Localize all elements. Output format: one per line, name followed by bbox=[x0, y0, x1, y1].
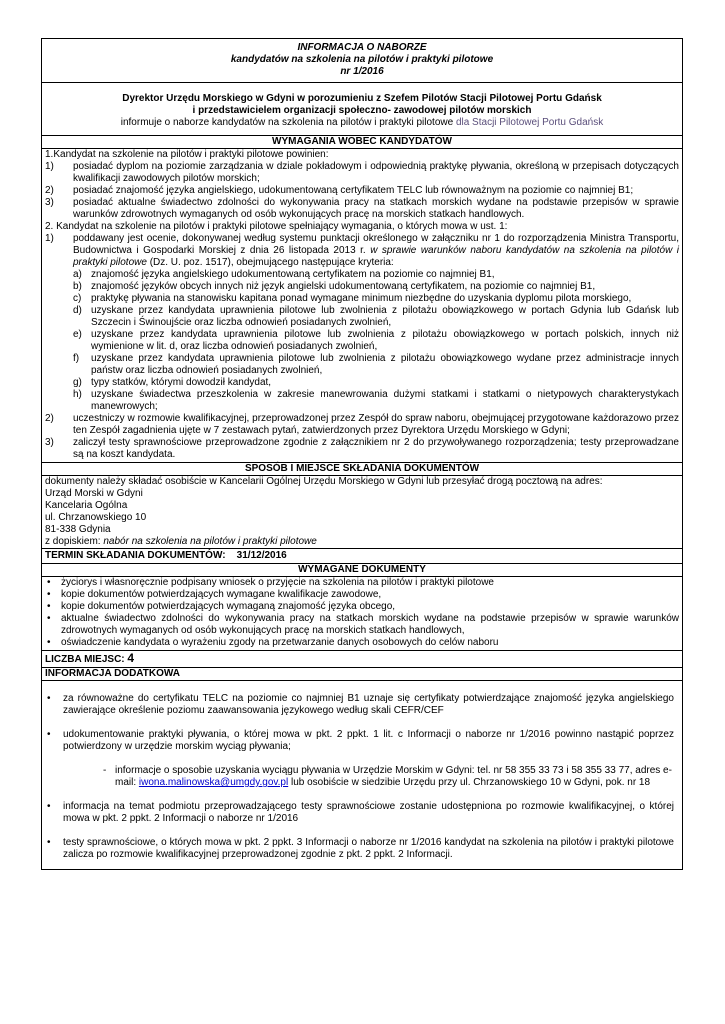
document-frame bbox=[41, 38, 683, 870]
item-text-part: poddawany jest ocenie, dokonywanej według systemu punktacji określonego w załączniku nr 1 do rozporządzenia Ministra Transportu, Budownictwa i Gospodarki Morskiej z dnia 26 listopada 2013 r. bbox=[73, 233, 679, 256]
document-header bbox=[42, 39, 682, 83]
bullet-icon: • bbox=[47, 577, 51, 588]
requirement-item bbox=[45, 185, 679, 197]
requirements-p1-intro: 1.Kandydat na szkolenie na pilotów i praktyki pilotowe powinien: bbox=[45, 149, 329, 160]
criterion-text: uzyskane świadectwa przeszkolenia w zakresie manewrowania dużymi statkami i statkami o nietypowych charakterystykach manewrowych; bbox=[91, 389, 679, 412]
item-number: 3) bbox=[45, 197, 54, 208]
documents-section bbox=[42, 577, 682, 651]
submission-instructions: dokumenty należy składać osobiście w Kancelarii Ogólnej Urzędu Morskiego w Gdyni lub przesyłać drogą pocztową na adres: bbox=[45, 476, 603, 487]
additional-section bbox=[42, 681, 682, 869]
address-line: ul. Chrzanowskiego 10 bbox=[45, 512, 147, 523]
header-title: INFORMACJA O NABORZE bbox=[297, 42, 427, 53]
deadline-label: TERMIN SKŁADANIA DOKUMENTÓW: bbox=[45, 550, 226, 561]
intro-line-1: Dyrektor Urzędu Morskiego w Gdyni w porozumieniu z Szefem Pilotów Stacji Pilotowej Portu Gdańsk bbox=[122, 93, 602, 104]
contact-text-part: informacje o sposobie uzyskania wyciągu pływania w Urzędzie Morskim w Gdyni: tel. nr 58 355 33 73 i 58 355 33 77, adres e-mail: bbox=[115, 765, 672, 788]
seats-label: LICZBA MIEJSC: bbox=[45, 654, 128, 665]
requirement-item bbox=[45, 197, 679, 221]
envelope-note-prefix: z dopiskiem: bbox=[45, 536, 104, 547]
item-text: zaliczył testy sprawnościowe przeprowadzone zgodnie z załącznikiem nr 2 do przywoływanego rozporządzenia; testy przeprowadzane są na koszt kandydata. bbox=[73, 437, 679, 460]
item-text: posiadać znajomość języka angielskiego, udokumentowaną certyfikatem TELC lub równoważnym na poziomie co najmniej B1; bbox=[73, 185, 634, 196]
seats-value: 4 bbox=[127, 651, 135, 665]
criterion-text: znajomość języka angielskiego udokumentowaną certyfikatem na poziomie co najmniej B1, bbox=[91, 269, 495, 280]
criterion-item bbox=[45, 305, 679, 329]
info-item bbox=[45, 693, 674, 717]
intro-line-2: i przedstawicielem organizacji społeczno- zawodowej pilotów morskich bbox=[192, 105, 532, 116]
bullet-icon: • bbox=[47, 637, 51, 648]
submission-section bbox=[42, 476, 682, 549]
intro-line-3 bbox=[46, 117, 678, 129]
document-text: kopie dokumentów potwierdzających wymaganą znajomość języka obcego, bbox=[61, 601, 396, 612]
requirements-section bbox=[42, 149, 682, 463]
submission-title: SPOSÓB I MIEJSCE SKŁADANIA DOKUMENTÓW bbox=[42, 463, 682, 476]
address-line: 81-338 Gdynia bbox=[45, 524, 111, 535]
bullet-icon: • bbox=[47, 801, 51, 812]
requirement-item bbox=[45, 233, 679, 269]
item-text: posiadać dyplom na poziomie zarządzania w dziale pokładowym i odpowiednią praktykę pływania, określoną w przepisach dotyczących kwalifikacji zawodowych pilotów morskich; bbox=[73, 161, 679, 184]
info-item bbox=[45, 729, 674, 753]
criterion-letter: h) bbox=[73, 389, 82, 400]
info-text: informacja na temat podmiotu przeprowadzającego testy sprawnościowe zostanie udostępniona po rozmowie kwalifikacyjnej, o której mowa w pkt. 2 ppkt. 2 Informacji o naborze nr 1/2016 bbox=[63, 801, 674, 824]
document-item bbox=[45, 589, 679, 601]
criterion-item bbox=[45, 353, 679, 377]
seats-section bbox=[42, 651, 682, 668]
address-line: Kancelaria Ogólna bbox=[45, 500, 128, 511]
item-number: 1) bbox=[45, 233, 54, 244]
header-subtitle: kandydatów na szkolenia na pilotów i praktyki pilotowe bbox=[230, 54, 494, 65]
criterion-item bbox=[45, 389, 679, 413]
document-text: oświadczenie kandydata o wyrażeniu zgody na przetwarzanie danych osobowych do celów naboru bbox=[61, 637, 499, 648]
criterion-item bbox=[45, 269, 679, 281]
criterion-text: uzyskane przez kandydata uprawnienia pilotowe lub zwolnienia z pilotażu obowiązkowego wydane przez administracje innych państw oraz liczba odnowień posiadanych zwolnień, bbox=[91, 353, 679, 376]
bullet-icon: • bbox=[47, 693, 51, 704]
item-text-part: (Dz. U. poz. 1517), obejmującego następujące kryteria: bbox=[146, 257, 394, 268]
regulation-title: w sprawie warunków naboru kandydatów na szkolenia na pilotów i praktyki pilotowe bbox=[73, 245, 680, 268]
criterion-letter: f) bbox=[73, 353, 80, 364]
item-text bbox=[73, 233, 679, 269]
requirements-title: WYMAGANIA WOBEC KANDYDATÓW bbox=[42, 136, 682, 149]
contact-email-link[interactable]: iwona.malinowska@umgdy.gov.pl bbox=[138, 777, 289, 788]
criterion-letter: a) bbox=[73, 269, 82, 280]
criterion-text: typy statków, którymi dowodził kandydat, bbox=[91, 377, 272, 388]
dash-icon: - bbox=[103, 765, 107, 776]
info-text: za równoważne do certyfikatu TELC na poziomie co najmniej B1 uznaje się certyfikaty potwierdzające znajomość języka angielskiego zawierające określenie poziomu zaawansowania językowego według skali CEFR/CEF bbox=[63, 693, 674, 716]
document-item bbox=[45, 637, 679, 649]
document-text: aktualne świadectwo zdolności do wykonywania pracy na statkach morskich wydane na podstawie przepisów w sprawie warunków zdrowotnych wymaganych od osób wykonujących pracę na morskich statkach handlowych, bbox=[61, 613, 679, 636]
criterion-letter: e) bbox=[73, 329, 82, 340]
info-item bbox=[45, 801, 674, 825]
item-number: 1) bbox=[45, 161, 54, 172]
requirements-p2-intro: 2. Kandydat na szkolenie na pilotów i praktyki pilotowe spełniający wymagania, o których mowa w ust. 1: bbox=[45, 221, 508, 232]
contact-text-part: lub osobiście w siedzibie Urzędu przy ul. Chrzanowskiego 10 w Gdyni, pok. nr 18 bbox=[288, 777, 651, 788]
criterion-item bbox=[45, 329, 679, 353]
contact-text bbox=[115, 765, 674, 789]
additional-title: INFORMACJA DODATKOWA bbox=[42, 668, 682, 681]
criterion-letter: c) bbox=[73, 293, 82, 304]
deadline-section bbox=[42, 549, 682, 564]
requirement-item bbox=[45, 413, 679, 437]
document-item bbox=[45, 601, 679, 613]
contact-info bbox=[45, 765, 674, 789]
criterion-item bbox=[45, 377, 679, 389]
info-text: udokumentowanie praktyki pływania, o której mowa w pkt. 2 ppkt. 1 lit. c Informacji o naborze nr 1/2016 powinno nastąpić poprzez potwierdzony w urzędzie morskim wyciąg pływania; bbox=[63, 729, 674, 752]
criterion-text: uzyskane przez kandydata uprawnienia pilotowe lub zwolnienia z pilotażu obowiązkowego w portach Gdynia lub Gdańsk lub Szczecin i Świnoujście oraz liczba odnowień posiadanych zwolnień, bbox=[91, 305, 679, 328]
envelope-note-text: nabór na szkolenia na pilotów i praktyki pilotowe bbox=[103, 536, 317, 547]
item-text: posiadać aktualne świadectwo zdolności do wykonywania pracy na statkach morskich wydane na podstawie przepisów w sprawie warunków zdrowotnych wymaganych od osób wykonujących pracę na morskich statkach handlowych. bbox=[73, 197, 679, 220]
deadline-date: 31/12/2016 bbox=[236, 550, 287, 561]
document-item bbox=[45, 577, 679, 589]
intro-line-3-main: informuje o naborze kandydatów na szkolenia na pilotów i praktyki pilotowe bbox=[120, 117, 456, 128]
requirement-item bbox=[45, 437, 679, 461]
criterion-letter: d) bbox=[73, 305, 82, 316]
item-number: 2) bbox=[45, 185, 54, 196]
info-item bbox=[45, 837, 674, 861]
criterion-item bbox=[45, 293, 679, 305]
bullet-icon: • bbox=[47, 729, 51, 740]
info-text: testy sprawnościowe, o których mowa w pkt. 2 ppkt. 3 Informacji o naborze nr 1/2016 kandydat na szkolenia na pilotów i praktyki pilotowe zalicza po rozmowie kwalifikacyjnej przeprowadzonej zgodnie z pkt. 2 ppkt. 2 Informacji. bbox=[63, 837, 674, 860]
document-text: życiorys i własnoręcznie podpisany wniosek o przyjęcie na szkolenia na pilotów i praktyki pilotowe bbox=[61, 577, 494, 588]
documents-title: WYMAGANE DOKUMENTY bbox=[42, 564, 682, 577]
bullet-icon: • bbox=[47, 837, 51, 848]
criterion-letter: g) bbox=[73, 377, 82, 388]
item-text: uczestniczy w rozmowie kwalifikacyjnej, przeprowadzonej przez Zespół do spraw naboru, obejmującej przygotowane każdorazowo przez ten Zespół zagadnienia ujęte w 7 zestawach pytań, zatwierdzonych przez Dyrektora Urzędu Morskiego w Gdyni; bbox=[73, 413, 679, 436]
criterion-letter: b) bbox=[73, 281, 82, 292]
bullet-icon: • bbox=[47, 601, 51, 612]
intro-section bbox=[42, 83, 682, 136]
header-number: nr 1/2016 bbox=[340, 66, 384, 77]
requirement-item bbox=[45, 161, 679, 185]
criterion-text: znajomość języków obcych innych niż język angielski udokumentowaną certyfikatem, na poziomie co najmniej B1, bbox=[91, 281, 596, 292]
document-item bbox=[45, 613, 679, 637]
address-line: Urząd Morski w Gdyni bbox=[45, 488, 143, 499]
criterion-text: uzyskane przez kandydata uprawnienia pilotowe lub zwolnienia z pilotażu obowiązkowego w portach polskich, innych niż wymienione w lit. d, oraz liczba odnowień posiadanych zwolnień, bbox=[91, 329, 679, 352]
criterion-text: praktykę pływania na stanowisku kapitana ponad wymagane minimum niezbędne do uzyskania dyplomu pilota morskiego, bbox=[91, 293, 632, 304]
criterion-item bbox=[45, 281, 679, 293]
bullet-icon: • bbox=[47, 589, 51, 600]
document-text: kopie dokumentów potwierdzających wymagane kwalifikacje zawodowe, bbox=[61, 589, 382, 600]
bullet-icon: • bbox=[47, 613, 51, 624]
item-number: 3) bbox=[45, 437, 54, 448]
item-number: 2) bbox=[45, 413, 54, 424]
envelope-note bbox=[45, 536, 679, 548]
intro-line-3-accent: dla Stacji Pilotowej Portu Gdańsk bbox=[455, 117, 604, 128]
